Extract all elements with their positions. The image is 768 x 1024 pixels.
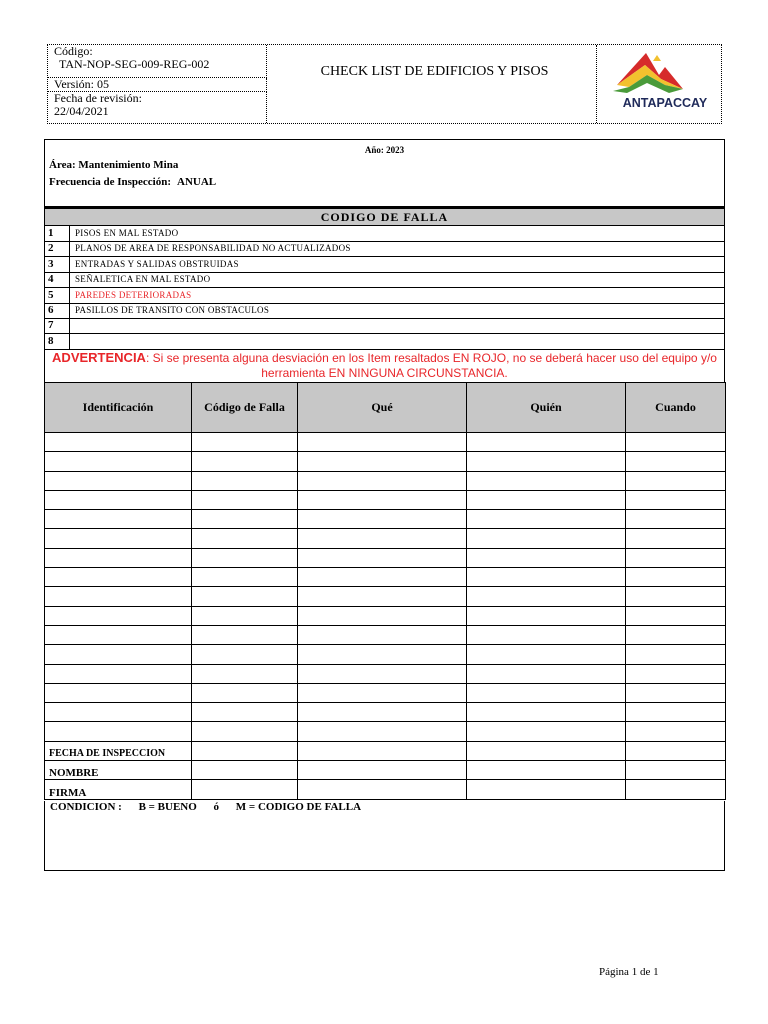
fault-code-number: 4 [45, 272, 70, 287]
table-cell[interactable] [45, 433, 192, 452]
table-cell[interactable] [626, 664, 726, 683]
table-row [45, 664, 726, 683]
table-cell[interactable] [298, 548, 467, 567]
frequency-field [49, 176, 216, 188]
table-row [45, 510, 726, 529]
revision-label: Fecha de revisión: [54, 91, 142, 105]
table-cell[interactable] [192, 722, 298, 741]
table-cell[interactable] [298, 568, 467, 587]
table-cell[interactable] [192, 587, 298, 606]
table-row [45, 490, 726, 509]
warning-text: : Si se presenta alguna desviación en los Item resaltados EN ROJO, no se deberá hacer uso del equipo y/o herramienta EN NINGUNA CIRCUNSTANCIA. [145, 351, 717, 380]
table-cell[interactable] [192, 664, 298, 683]
fault-code-row [44, 334, 725, 350]
fault-code-row [44, 226, 725, 242]
table-row [45, 433, 726, 452]
code-value: TAN-NOP-SEG-009-REG-002 [59, 57, 210, 71]
table-cell[interactable] [192, 471, 298, 490]
company-logo [597, 45, 721, 123]
form-info [44, 139, 725, 207]
fault-code-text: PLANOS DE AREA DE RESPONSABILIDAD NO ACTUALIZADOS [75, 243, 351, 254]
table-header-row [45, 383, 726, 433]
table-cell[interactable] [298, 510, 467, 529]
table-cell[interactable] [45, 587, 192, 606]
table-row [45, 529, 726, 548]
table-cell[interactable] [192, 452, 298, 471]
warning-label: ADVERTENCIA [52, 350, 146, 365]
table-cell[interactable] [467, 548, 626, 567]
table-cell[interactable] [45, 529, 192, 548]
revision-cell [48, 92, 267, 123]
fault-code-row [44, 288, 725, 304]
table-cell[interactable] [192, 606, 298, 625]
fault-code-text: ENTRADAS Y SALIDAS OBSTRUIDAS [75, 258, 239, 269]
area-field: Área: Mantenimiento Mina [49, 159, 179, 171]
fault-code-number: 2 [45, 241, 70, 256]
condition-legend [44, 801, 725, 871]
table-cell[interactable] [192, 490, 298, 509]
table-cell[interactable] [626, 780, 726, 799]
fault-code-row [44, 272, 725, 288]
condition-or: ó [213, 801, 220, 813]
table-row [45, 587, 726, 606]
table-cell[interactable] [298, 664, 467, 683]
document-title: CHECK LIST DE EDIFICIOS Y PISOS [267, 45, 597, 123]
table-cell[interactable] [626, 683, 726, 702]
table-row [45, 722, 726, 741]
table-cell[interactable] [298, 452, 467, 471]
code-cell [48, 45, 267, 78]
fault-code-number: 5 [45, 288, 70, 303]
fault-codes-title: CODIGO DE FALLA [44, 207, 725, 226]
revision-date: 22/04/2021 [54, 104, 109, 118]
table-cell[interactable] [298, 529, 467, 548]
document-header [47, 44, 722, 124]
table-cell[interactable] [45, 510, 192, 529]
table-cell[interactable] [45, 548, 192, 567]
column-header: Identificación [45, 383, 192, 433]
table-cell[interactable] [626, 625, 726, 644]
table-cell[interactable] [467, 587, 626, 606]
table-cell[interactable] [45, 722, 192, 741]
table-cell[interactable] [298, 722, 467, 741]
table-cell[interactable] [298, 625, 467, 644]
table-cell[interactable] [298, 741, 467, 760]
table-cell[interactable] [192, 703, 298, 722]
table-cell[interactable] [626, 548, 726, 567]
table-cell[interactable] [192, 761, 298, 780]
table-cell[interactable] [192, 780, 298, 799]
table-row [45, 780, 726, 799]
fault-code-row [44, 257, 725, 273]
footer-label: NOMBRE [45, 761, 192, 780]
table-cell[interactable] [467, 761, 626, 780]
table-cell[interactable] [626, 606, 726, 625]
footer-label: FECHA DE INSPECCION [45, 741, 192, 760]
table-cell[interactable] [45, 471, 192, 490]
table-cell[interactable] [467, 722, 626, 741]
table-cell[interactable] [298, 490, 467, 509]
table-row [45, 548, 726, 567]
table-cell[interactable] [298, 683, 467, 702]
year-value: 2023 [386, 145, 405, 155]
table-cell[interactable] [626, 568, 726, 587]
table-cell[interactable] [298, 780, 467, 799]
table-cell[interactable] [626, 645, 726, 664]
inspection-table [44, 382, 726, 800]
table-cell[interactable] [626, 722, 726, 741]
table-cell[interactable] [467, 664, 626, 683]
table-cell[interactable] [467, 625, 626, 644]
column-header: Qué [298, 383, 467, 433]
table-cell[interactable] [192, 625, 298, 644]
table-cell[interactable] [45, 490, 192, 509]
table-cell[interactable] [192, 741, 298, 760]
table-cell[interactable] [45, 645, 192, 664]
table-cell[interactable] [626, 490, 726, 509]
fault-code-text: PASILLOS DE TRANSITO CON OBSTACULOS [75, 305, 270, 315]
warning-notice [44, 349, 725, 382]
table-row [45, 471, 726, 490]
table-cell[interactable] [467, 741, 626, 760]
column-header: Cuando [626, 383, 726, 433]
table-cell[interactable] [45, 664, 192, 683]
table-row [45, 741, 726, 760]
table-cell[interactable] [298, 761, 467, 780]
table-cell[interactable] [45, 703, 192, 722]
table-cell[interactable] [298, 587, 467, 606]
condition-good: B = BUENO [138, 801, 197, 813]
table-cell[interactable] [467, 568, 626, 587]
table-cell[interactable] [467, 433, 626, 452]
frequency-value: ANUAL [177, 176, 217, 188]
condition-bad: M = CODIGO DE FALLA [235, 801, 362, 813]
table-cell[interactable] [192, 433, 298, 452]
table-cell[interactable] [298, 703, 467, 722]
table-row [45, 761, 726, 780]
code-label: Código: [54, 44, 93, 58]
table-cell[interactable] [192, 529, 298, 548]
table-cell[interactable] [192, 510, 298, 529]
table-cell[interactable] [45, 683, 192, 702]
fault-code-number: 8 [45, 334, 70, 349]
table-cell[interactable] [298, 606, 467, 625]
table-cell[interactable] [45, 452, 192, 471]
table-cell[interactable] [467, 645, 626, 664]
table-cell[interactable] [467, 606, 626, 625]
year-label: Año: [364, 145, 384, 155]
fault-code-row [44, 241, 725, 257]
fault-code-number: 1 [45, 226, 70, 241]
table-cell[interactable] [45, 606, 192, 625]
table-cell[interactable] [467, 490, 626, 509]
page-number: Página 1 de 1 [599, 966, 659, 978]
table-row [45, 703, 726, 722]
table-cell[interactable] [192, 568, 298, 587]
logo-text: ANTAPACCAY [622, 96, 708, 110]
table-row [45, 683, 726, 702]
year-row [45, 145, 724, 155]
table-cell[interactable] [45, 625, 192, 644]
table-cell[interactable] [626, 529, 726, 548]
fault-code-text: PAREDES DETERIORADAS [75, 289, 192, 300]
table-cell[interactable] [467, 703, 626, 722]
table-cell[interactable] [467, 452, 626, 471]
fault-code-row [44, 318, 725, 334]
version-cell: Versión: 05 [48, 78, 267, 92]
condition-label: CONDICION : [50, 801, 122, 813]
fault-code-number: 3 [45, 257, 70, 272]
table-cell[interactable] [298, 433, 467, 452]
table-cell[interactable] [626, 471, 726, 490]
table-cell[interactable] [192, 645, 298, 664]
fault-code-number: 6 [45, 303, 70, 318]
table-cell[interactable] [626, 510, 726, 529]
table-row [45, 606, 726, 625]
footer-label: FIRMA [45, 780, 192, 799]
table-cell[interactable] [192, 683, 298, 702]
table-cell[interactable] [626, 761, 726, 780]
table-row [45, 452, 726, 471]
column-header: Código de Falla [192, 383, 298, 433]
table-row [45, 568, 726, 587]
table-cell[interactable] [626, 433, 726, 452]
table-cell[interactable] [467, 529, 626, 548]
table-cell[interactable] [626, 741, 726, 760]
table-cell[interactable] [467, 683, 626, 702]
column-header: Quién [467, 383, 626, 433]
table-cell[interactable] [192, 548, 298, 567]
table-cell[interactable] [626, 452, 726, 471]
table-cell[interactable] [298, 645, 467, 664]
fault-code-row [44, 303, 725, 319]
table-cell[interactable] [45, 568, 192, 587]
table-cell[interactable] [467, 510, 626, 529]
table-row [45, 625, 726, 644]
table-cell[interactable] [298, 471, 467, 490]
table-row [45, 645, 726, 664]
fault-code-text: PISOS EN MAL ESTADO [75, 228, 179, 238]
table-cell[interactable] [467, 471, 626, 490]
fault-code-text: SEÑALETICA EN MAL ESTADO [75, 274, 211, 285]
fault-code-number: 7 [45, 318, 70, 333]
antapaccay-logo-icon [603, 45, 727, 123]
frequency-label: Frecuencia de Inspección: [49, 176, 172, 188]
table-cell[interactable] [626, 587, 726, 606]
table-cell[interactable] [467, 780, 626, 799]
table-cell[interactable] [626, 703, 726, 722]
